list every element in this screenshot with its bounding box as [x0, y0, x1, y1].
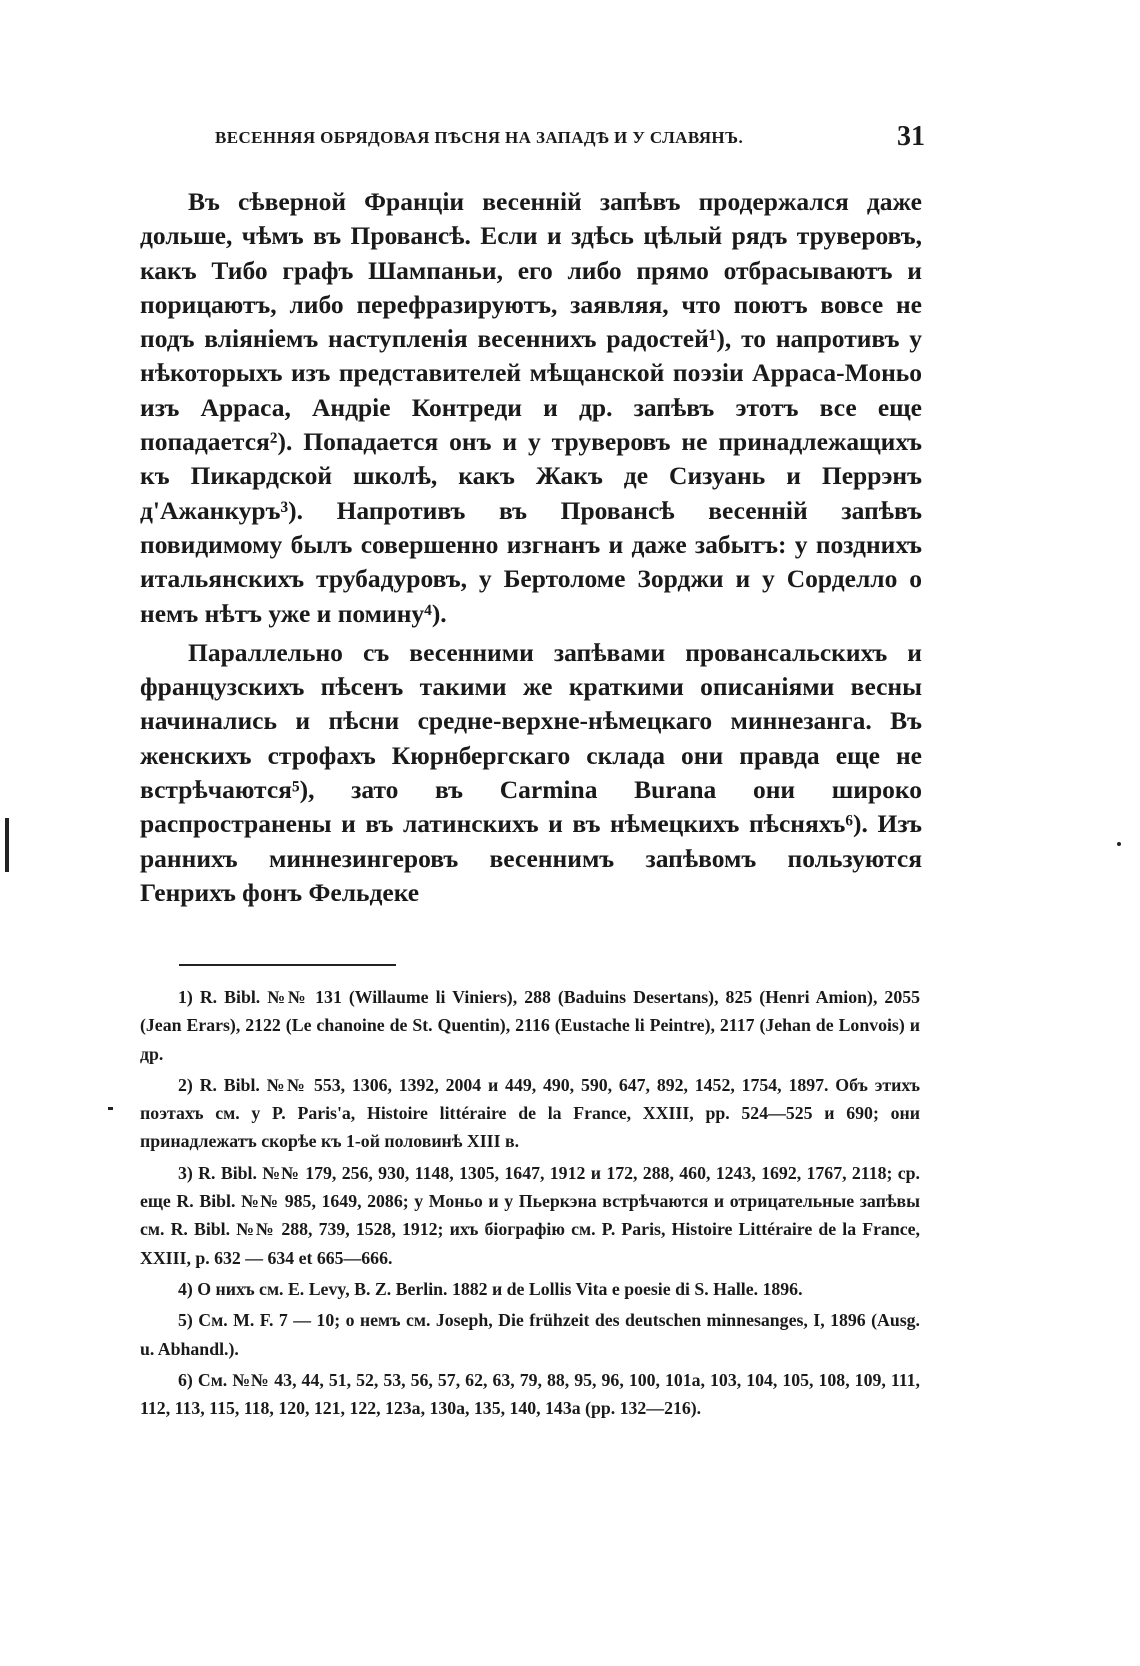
running-title: ВЕСЕННЯЯ ОБРЯДОВАЯ ПѢСНЯ НА ЗАПАДѢ И У СЛАВЯНЪ.	[215, 128, 744, 147]
page-header	[215, 118, 925, 158]
page-number: 31	[897, 121, 925, 152]
paragraph: Въ сѣверной Франціи весенній запѣвъ продержался даже дольше, чѣмъ въ Провансѣ. Если и здѣсь цѣлый рядъ труверовъ, какъ Тибо графъ Шампаньи, его либо прямо отбрасываютъ и порицаютъ, либо перефразируютъ, заявляя, что поютъ вовсе не подъ вліяніемъ наступленія весеннихъ радостей¹), то напротивъ у нѣкоторыхъ изъ представителей мѣщанской поэзіи Арраса-Моньо изъ Арраса, Андріе Контреди и др. запѣвъ этотъ все еще попадается²). Попадается онъ и у труверовъ не принадлежащихъ къ Пикардской школѣ, какъ Жакъ де Сизуань и Перрэнъ д'Ажанкуръ³). Напротивъ въ Провансѣ весенній запѣвъ повидимому былъ совершенно изгнанъ и даже забытъ: у позднихъ итальянскихъ трубадуровъ, у Бертоломе Зорджи и у Сорделло о немъ нѣтъ уже и помину⁴).	[140, 187, 922, 628]
footnotes	[140, 983, 920, 1425]
margin-scan-mark	[5, 818, 9, 872]
footnote-4: 4) О нихъ см. E. Levy, B. Z. Berlin. 1882 и de Lollis Vita e poesie di S. Halle. 1896.	[178, 1278, 803, 1299]
margin-scan-dot	[1117, 842, 1121, 846]
footnote-5: 5) См. M. F. 7 — 10; о немъ см. Joseph, Die frühzeit des deutschen minnesanges, I, 1896 (Ausg. u. Abhandl.).	[140, 1310, 920, 1359]
footnote-2: 2) R. Bibl. №№ 553, 1306, 1392, 2004 и 449, 490, 590, 647, 892, 1452, 1754, 1897. Объ этихъ поэтахъ см. у P. Paris'a, Histoire littéraire de la France, XXIII, pp. 524—525 и 690; они принадлежатъ скорѣе къ 1-ой половинѣ XIII в.	[140, 1074, 920, 1152]
footnote-divider	[179, 964, 396, 966]
footnote-3: 3) R. Bibl. №№ 179, 256, 930, 1148, 1305, 1647, 1912 и 172, 288, 460, 1243, 1692, 1767, 2118; ср. еще R. Bibl. №№ 985, 1649, 2086; у Моньо и у Пьеркэна встрѣчаются и отрицательные запѣвы см. R. Bibl. №№ 288, 739, 1528, 1912; ихъ біографію см. P. Paris, Histoire Littéraire de la France, XXIII, p. 632 — 634 et 665—666.	[140, 1162, 920, 1268]
footnote-1: 1) R. Bibl. №№ 131 (Willaume li Viniers), 288 (Baduins Desertans), 825 (Henri Amion), 2055 (Jean Erars), 2122 (Le chanoine de St. Quentin), 2116 (Eustache li Peintre), 2117 (Jehan de Lonvois) и др.	[140, 987, 920, 1064]
main-text	[140, 185, 922, 910]
paragraph: Параллельно съ весенними запѣвами провансальскихъ и французскихъ пѣсенъ такими же краткими описаніями весны начинались и пѣсни средне-верхне-нѣмецкаго миннезанга. Въ женскихъ строфахъ Кюрнбергскаго склада они правда еще не встрѣчаются⁵), зато въ Carmina Burana они широко распространены и въ латинскихъ и въ нѣмецкихъ пѣсняхъ⁶). Изъ раннихъ миннезингеровъ весеннимъ запѣвомъ пользуются Генрихъ фонъ Фельдеке	[140, 637, 922, 907]
footnote-6: 6) См. №№ 43, 44, 51, 52, 53, 56, 57, 62, 63, 79, 88, 95, 96, 100, 101a, 103, 104, 105, 108, 109, 111, 112, 113, 115, 118, 120, 121, 122, 123a, 130a, 135, 140, 143a (pp. 132—216).	[140, 1369, 920, 1419]
margin-scan-dot	[108, 1107, 113, 1110]
